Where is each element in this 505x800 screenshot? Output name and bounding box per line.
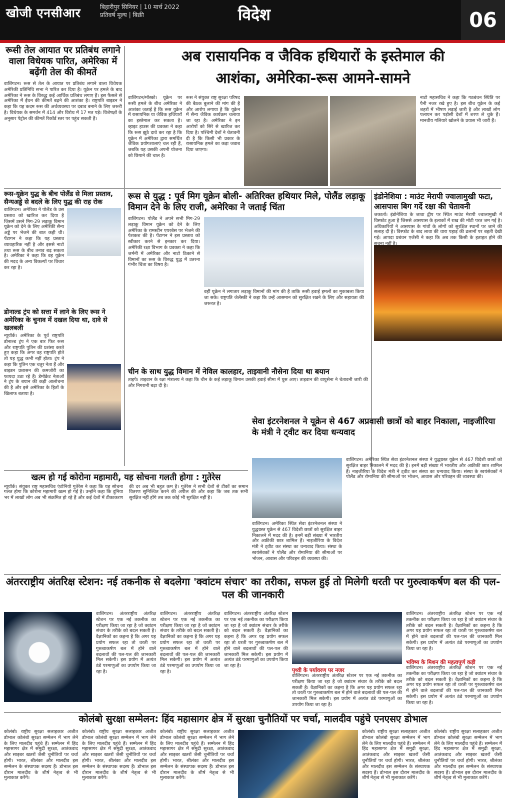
- masthead-dates: बिहारीपुर सिनियर | 10 मार्च 2022 प्रतिवर्ष मूल्य | बिक्री: [100, 4, 180, 19]
- russia-body-1: वाशिंगटन। पोलैंड ने अपने सभी मिग-29 लड़ाकू विमान यूक्रेन को देने के लिए अमेरिका के रामस्टीन एयरबेस पर भेजने की पेशकश की है। पेंटागन ने इस प्रस्ताव को स्वीकार करने से इनकार कर दिया। अमेरिकी रक्षा विभाग के प्रवक्ता ने कहा कि जर्मनी में अमेरिका और नाटो ठिकाने से विमानों का रूस के विरुद्ध युद्ध में उतरना गंभीर चिंता का विषय है।: [128, 217, 200, 269]
- war-photo-1: [244, 96, 328, 186]
- trump-photo: [67, 364, 121, 430]
- left-top-story: [4, 46, 122, 186]
- sea-body: वाशिंगटन। अमेरिका स्थित सेवा इंटरनेशनल संस्था ने युद्धग्रस्त यूक्रेन से 467 विदेशी छात्रों को सुरक्षित बाहर निकालने में मदद की है। इनमें बड़ी संख्या में भारतीय और अफ्रीकी छात्र शामिल हैं। नाइजीरिया के विदेश मंत्री ने ट्वीट कर संस्था का धन्यवाद किया। संस्था के स्वयंसेवकों ने पोलैंड और रोमानिया की सीमाओं पर भोजन, आवास और परिवहन की व्यवस्था की।: [346, 458, 502, 481]
- space-body-5: वाशिंगटन। अंतरराष्ट्रीय अंतरिक्ष स्टेशन पर एक नई तकनीक का परीक्षण किया जा रहा है जो क्वांटम संचार के तरीके को बदल सकती है। वैज्ञानिकों का कहना है कि अगर यह प्रयोग सफल रहा तो धरती पर गुरुत्वाकर्षण बल में होने वाले बदलावों की पल-पल की जानकारी मिल सकेगी। इस प्रयोग में अत्यंत ठंडे परमाणुओं का उपयोग किया जा रहा है।: [406, 612, 502, 652]
- colombo-body-4: कोलंबो। राष्ट्रीय सुरक्षा सलाहकार अजीत डोभाल कोलंबो सुरक्षा सम्मेलन में भाग लेने के लिए मालदीव पहुंचे हैं। सम्मेलन में हिंद महासागर क्षेत्र में समुद्री सुरक्षा, आतंकवाद और साइबर खतरों जैसी चुनौतियों पर चर्चा होगी। भारत, श्रीलंका और मालदीव इस सम्मेलन के संस्थापक सदस्य हैं। डोभाल इस दौरान मालदीव के शीर्ष नेतृत्व से भी मुलाकात करेंगे।: [362, 730, 430, 782]
- left-top-headline: रूसी तेल आयात पर प्रतिबंध लगाने वाला विधेयक पारित, अमेरिका में बढ़ेंगी तेल की कीमतें: [5, 46, 121, 78]
- russia-body-2: वहीं यूक्रेन ने लगातार लड़ाकू विमानों की मांग की है ताकि रूसी हवाई हमलों का मुकाबला किया जा सके। राष्ट्रपति जेलेंस्की ने कहा कि उन्हें आसमान को सुरक्षित रखने के लिए और सहायता की जरूरत है।: [204, 290, 364, 307]
- divider: [4, 188, 501, 189]
- sea-body-2: वाशिंगटन। अमेरिका स्थित सेवा इंटरनेशनल संस्था ने युद्धग्रस्त यूक्रेन से 467 विदेशी छात्रों को सुरक्षित बाहर निकालने में मदद की है। इनमें बड़ी संख्या में भारतीय और अफ्रीकी छात्र शामिल हैं। नाइजीरिया के विदेश मंत्री ने ट्वीट कर संस्था का धन्यवाद किया। संस्था के स्वयंसेवकों ने पोलैंड और रोमानिया की सीमाओं पर भोजन, आवास और परिवहन की व्यवस्था की।: [252, 522, 342, 562]
- left-mid-headline: रूस-यूक्रेन युद्ध के बीच पोलैंड से मिला प्रस्ताव, सैन्यअड्डे से बदले के लिए युद्ध की राह रोक: [4, 190, 113, 206]
- left-top-body: वाशिंगटन। रूस से तेल के आयात पर प्रतिबंध लगाने वाला विधेयक अमेरिकी प्रतिनिधि सभा ने पारित कर दिया है। यूक्रेन पर हमले के बाद अमेरिका ने रूस के विरुद्ध कई आर्थिक प्रतिबंध लगाए हैं। इस फैसले से अमेरिका में ईंधन की कीमतें बढ़ने की आशंका है। राष्ट्रपति बाइडन ने कहा कि यह कदम रूस की अर्थव्यवस्था पर दबाव बनाने के लिए जरूरी है। विधेयक के समर्थन में 414 और विरोध में 17 मत पड़े। विशेषज्ञों के अनुसार पेट्रोल की कीमतें रिकॉर्ड स्तर पर पहुंच सकती हैं।: [4, 82, 122, 122]
- divider: [4, 712, 501, 713]
- sea-headline: सेवा इंटरनेशनल ने यूक्रेन से 467 अप्रवासी छात्रों को बाहर निकाला, नाइजीरिया के मंत्री ने ट्वीट कर दिया धन्यवाद: [252, 416, 496, 437]
- left-mid-story: [4, 190, 122, 306]
- russia-sub-headline: चीन के साथ युद्ध विमान में नेविल कालहार, ताइवानी नौसेना दिया था बयान: [128, 367, 330, 376]
- space-sub-2: भविष्य के मिशन की महत्वपूर्ण कड़ी: [406, 660, 476, 666]
- left-mid-body: वाशिंगटन। अमेरिका ने पोलैंड के उस प्रस्ताव को खारिज कर दिया है जिसमें उसने मिग-29 लड़ाकू विमान यूक्रेन को देने के लिए अमेरिकी सैन्य अड्डे पर भेजने की बात कही थी। पेंटागन ने कहा कि यह प्रस्ताव व्यावहारिक नहीं है और इससे नाटो तथा रूस के बीच तनाव बढ़ सकता है। अमेरिका ने कहा कि वह यूक्रेन की मदद के अन्य विकल्पों पर विचार कर रहा है।: [4, 208, 64, 271]
- page-number: 06: [461, 0, 505, 40]
- left-trump-headline: डोनाल्ड ट्रंप को सत्ता में लाने के लिए रूस ने अमेरिका के चुनाव में दखल दिया था, दावे से खलबली: [4, 308, 108, 332]
- space-sub-box: [292, 666, 402, 710]
- corona-body: न्यूयॉर्क। संयुक्त राष्ट्र महासचिव एंटोनियो गुतेरेस ने कहा कि यह सोचना गलत होगा कि कोरोना महामारी खत्म हो गई है। उन्होंने कहा कि दुनिया भर में लाखों लोग अब भी संक्रमित हो रहे हैं और कई देशों में टीकाकरण की दर अब भी बहुत कम है। गुतेरेस ने सभी देशों से टीकों का समान वितरण सुनिश्चित करने की अपील की और कहा कि जब तक सभी सुरक्षित नहीं होंगे तब तक कोई भी सुरक्षित नहीं है।: [4, 484, 248, 502]
- colombo-body-5: कोलंबो। राष्ट्रीय सुरक्षा सलाहकार अजीत डोभाल कोलंबो सुरक्षा सम्मेलन में भाग लेने के लिए मालदीव पहुंचे हैं। सम्मेलन में हिंद महासागर क्षेत्र में समुद्री सुरक्षा, आतंकवाद और साइबर खतरों जैसी चुनौतियों पर चर्चा होगी। भारत, श्रीलंका और मालदीव इस सम्मेलन के संस्थापक सदस्य हैं। डोभाल इस दौरान मालदीव के शीर्ष नेतृत्व से भी मुलाकात करेंगे।: [434, 730, 502, 782]
- space-body-1: वाशिंगटन। अंतरराष्ट्रीय अंतरिक्ष स्टेशन पर एक नई तकनीक का परीक्षण किया जा रहा है जो क्वांटम संचार के तरीके को बदल सकती है। वैज्ञानिकों का कहना है कि अगर यह प्रयोग सफल रहा तो धरती पर गुरुत्वाकर्षण बल में होने वाले बदलावों की पल-पल की जानकारी मिल सकेगी। इस प्रयोग में अत्यंत ठंडे परमाणुओं का उपयोग किया जा रहा है।: [96, 612, 156, 675]
- space-station-photo: [4, 612, 92, 702]
- fighter-jet-photo: [204, 217, 364, 287]
- indonesia-story: [374, 192, 502, 352]
- colombo-headline-box: [4, 714, 502, 728]
- space-sub-1: पृथ्वी के पर्यावरण पर नजर: [292, 668, 345, 674]
- corona-story: [4, 472, 248, 572]
- center-column-2: रूस ने संयुक्त राष्ट्र सुरक्षा परिषद की बैठक बुलाने की मांग की है और आरोप लगाया है कि यूक्रेन में सैन्य जैविक कार्यक्रम चलाया जा रहा है। अमेरिका ने इन आरोपों को सिरे से खारिज कर दिया है। पश्चिमी देशों ने चेतावनी दी है कि किसी भी प्रकार के रासायनिक हमले का कड़ा जवाब दिया जाएगा।: [186, 96, 240, 154]
- volcano-photo: [374, 245, 502, 341]
- russia-body-3: ताइपे। ताइवान के रक्षा मंत्रालय ने कहा कि चीन के कई लड़ाकू विमान उसकी हवाई सीमा में घुस आए। ताइवान की वायुसेना ने चेतावनी जारी की और निगरानी बढ़ा दी है।: [128, 378, 368, 389]
- war-photo-2: [330, 96, 416, 186]
- space-headline-box: [4, 576, 502, 610]
- spacer: [374, 352, 502, 362]
- main-headline-line2: आशंका, अमेरिका-रूस आमने-सामने: [215, 71, 411, 87]
- jet-photo: [67, 208, 121, 256]
- divider: [4, 574, 501, 575]
- space-headline: अंतरराष्ट्रीय अंतरिक्ष स्टेशन: नई तकनीक से बदलेगा 'क्वांटम संचार' का तरीका, सफल हुई तो मिलेगी धरती पर गुरुत्वाकर्षण बल की पल-पल की जानकारी: [5, 577, 501, 601]
- summit-photo: [238, 730, 358, 798]
- space-body-3: वाशिंगटन। अंतरराष्ट्रीय अंतरिक्ष स्टेशन पर एक नई तकनीक का परीक्षण किया जा रहा है जो क्वांटम संचार के तरीके को बदल सकती है। वैज्ञानिकों का कहना है कि अगर यह प्रयोग सफल रहा तो धरती पर गुरुत्वाकर्षण बल में होने वाले बदलावों की पल-पल की जानकारी मिल सकेगी। इस प्रयोग में अत्यंत ठंडे परमाणुओं का उपयोग किया जा रहा है।: [224, 612, 288, 670]
- corona-headline: खत्म हो गई कोरोना महामारी, यह सोचना गलती होगा : गुतेरेस: [31, 472, 221, 482]
- space-right-col: [406, 612, 502, 710]
- russia-headline: रूस से युद्ध : पूर्व मिग यूक्रेन बोली- अतिरिक्त हथियार मिले, पोलैंड लड़ाकू विमान देने के लिए राजी, अमेरिका ने जताई चिंता: [128, 192, 366, 213]
- main-headline-line1: अब रासायनिक व जैविक हथियारों के इस्तेमाल की: [181, 49, 445, 65]
- divider: [4, 470, 248, 471]
- space-body-2: वाशिंगटन। अंतरराष्ट्रीय अंतरिक्ष स्टेशन पर एक नई तकनीक का परीक्षण किया जा रहा है जो क्वांटम संचार के तरीके को बदल सकती है। वैज्ञानिकों का कहना है कि अगर यह प्रयोग सफल रहा तो धरती पर गुरुत्वाकर्षण बल में होने वाले बदलावों की पल-पल की जानकारी मिल सकेगी। इस प्रयोग में अत्यंत ठंडे परमाणुओं का उपयोग किया जा रहा है।: [160, 612, 220, 675]
- main-headline: [128, 46, 498, 94]
- astronaut-photo: [292, 612, 402, 664]
- indonesia-body: जकार्ता। इंडोनेशिया के जावा द्वीप पर स्थित माउंट मेरापी ज्वालामुखी में विस्फोट हुआ है जिससे आसपास के इलाकों में राख की मोटी परत जम गई है। अधिकारियों ने आसपास के गांवों के लोगों को सुरक्षित स्थानों पर जाने की सलाह दी है। विस्फोट के बाद लावा की धारा पहाड़ की ढलानों पर बहती देखी गई। आपदा प्रबंधन एजेंसी ने कहा कि अब तक किसी के हताहत होने की: [374, 213, 502, 242]
- sea-story-headline-box: [252, 416, 502, 458]
- brand-name: खोजी एनसीआर: [6, 6, 81, 20]
- section-title: विदेश: [238, 5, 271, 24]
- space-body-6: वाशिंगटन। अंतरराष्ट्रीय अंतरिक्ष स्टेशन पर एक नई तकनीक का परीक्षण किया जा रहा है जो क्वांटम संचार के तरीके को बदल सकती है। वैज्ञानिकों का कहना है कि अगर यह प्रयोग सफल रहा तो धरती पर गुरुत्वाकर्षण बल में होने वाले बदलावों की पल-पल की जानकारी मिल सकेगी। इस प्रयोग में अत्यंत ठंडे परमाणुओं का उपयोग किया जा रहा है।: [406, 666, 502, 706]
- column-rule: [124, 46, 125, 466]
- colombo-headline: कोलंबो सुरक्षा सम्मेलन: हिंद महासागर क्षेत्र में सुरक्षा चुनौतियों पर चर्चा, मालदीव पहुंचे एनएसए डोभाल: [78, 714, 428, 725]
- plane-photo: [252, 458, 342, 518]
- colombo-body-1: कोलंबो। राष्ट्रीय सुरक्षा सलाहकार अजीत डोभाल कोलंबो सुरक्षा सम्मेलन में भाग लेने के लिए मालदीव पहुंचे हैं। सम्मेलन में हिंद महासागर क्षेत्र में समुद्री सुरक्षा, आतंकवाद और साइबर खतरों जैसी चुनौतियों पर चर्चा होगी। भारत, श्रीलंका और मालदीव इस सम्मेलन के संस्थापक सदस्य हैं। डोभाल इस दौरान मालदीव के शीर्ष नेतृत्व से भी मुलाकात करेंगे।: [4, 730, 78, 782]
- indonesia-headline: इंडोनेशिया : माउंट मेरापी ज्वालामुखी फटा, आसपास बिग गर्दे रक्षा की चेतावनी: [374, 192, 494, 211]
- left-trump-body: न्यूयॉर्क। अमेरिका के पूर्व राष्ट्रपति डोनाल्ड ट्रंप ने एक बार फिर रूस और राष्ट्रपति पुतिन की प्रशंसा करते हुए कहा कि अगर वह राष्ट्रपति होते तो यह युद्ध कभी नहीं होता। ट्रंप ने कहा कि पुतिन एक चतुर नेता हैं और बाइडन प्रशासन की कमजोरी का फायदा उठा रहे हैं। डेमोक्रेट नेताओं ने ट्रंप के बयान की कड़ी आलोचना की है और इसे अमेरिका के हितों के खिलाफ बताया है।: [4, 334, 64, 397]
- center-column-1: वाशिंगटन/मॉस्को। यूक्रेन पर रूसी हमले के बीच अमेरिका ने आशंका जताई है कि रूस युक्रेन में रासायनिक या जैविक हथियारों का इस्तेमाल कर सकता है। व्हाइट हाउस की प्रवक्ता ने कहा कि रूस झूठे दावे कर रहा है कि यूक्रेन में अमेरिका द्वारा समर्थित जैविक प्रयोगशालाएं चल रही हैं, जबकि यह उसकी अपनी योजना को छिपाने की चाल है।: [128, 96, 182, 159]
- colombo-body-2: कोलंबो। राष्ट्रीय सुरक्षा सलाहकार अजीत डोभाल कोलंबो सुरक्षा सम्मेलन में भाग लेने के लिए मालदीव पहुंचे हैं। सम्मेलन में हिंद महासागर क्षेत्र में समुद्री सुरक्षा, आतंकवाद और साइबर खतरों जैसी चुनौतियों पर चर्चा होगी। भारत, श्रीलंका और मालदीव इस सम्मेलन के संस्थापक सदस्य हैं। डोभाल इस दौरान मालदीव के शीर्ष नेतृत्व से भी मुलाकात करेंगे।: [82, 730, 156, 782]
- colombo-body-3: कोलंबो। राष्ट्रीय सुरक्षा सलाहकार अजीत डोभाल कोलंबो सुरक्षा सम्मेलन में भाग लेने के लिए मालदीव पहुंचे हैं। सम्मेलन में हिंद महासागर क्षेत्र में समुद्री सुरक्षा, आतंकवाद और साइबर खतरों जैसी चुनौतियों पर चर्चा होगी। भारत, श्रीलंका और मालदीव इस सम्मेलन के संस्थापक सदस्य हैं। डोभाल इस दौरान मालदीव के शीर्ष नेतृत्व से भी मुलाकात करेंगे।: [160, 730, 234, 782]
- left-trump-story: [4, 308, 122, 468]
- space-body-4: वाशिंगटन। अंतरराष्ट्रीय अंतरिक्ष स्टेशन पर एक नई तकनीक का परीक्षण किया जा रहा है जो क्वांटम संचार के तरीके को बदल सकती है। वैज्ञानिकों का कहना है कि अगर यह प्रयोग सफल रहा तो धरती पर गुरुत्वाकर्षण बल में होने वाले बदलावों की पल-पल की जानकारी मिल सकेगी। इस प्रयोग में अत्यंत ठंडे परमाणुओं का उपयोग किया जा रहा है।: [292, 674, 402, 708]
- center-column-4: नाटो महासचिव ने कहा कि गठबंधन स्थिति पर पैनी नजर रखे हुए है। इस बीच यूक्रेन के कई शहरों में भीषण लड़ाई जारी है और लाखों लोग पलायन कर पड़ोसी देशों में शरण ले चुके हैं। मानवीय गलियारे खोलने के प्रयास भी जारी हैं।: [420, 96, 500, 125]
- masthead-rule: [0, 40, 505, 43]
- masthead: [0, 0, 505, 40]
